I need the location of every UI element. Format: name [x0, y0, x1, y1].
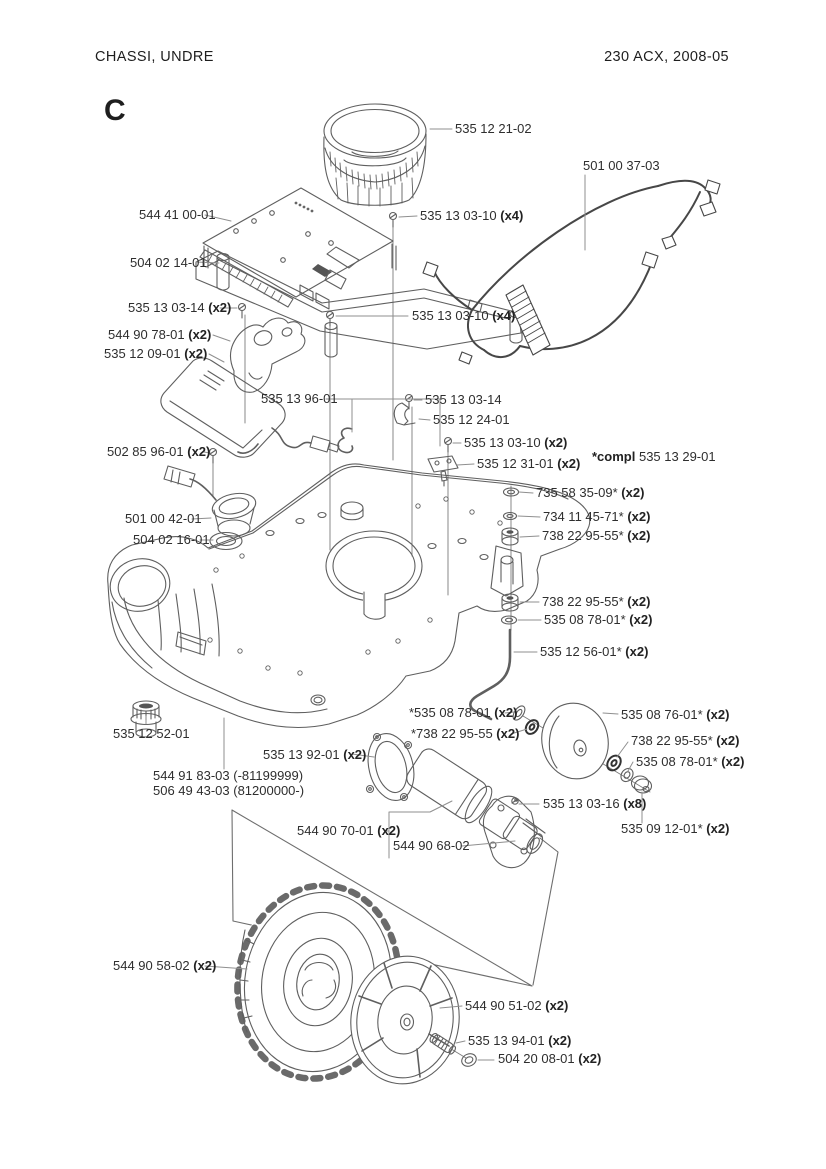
part-callout: 502 85 96-01 (x2) [107, 444, 211, 459]
part-callout: 544 90 68-02 [393, 838, 470, 853]
part-callout: 535 13 03-14 [425, 392, 502, 407]
part-callout: 535 13 03-10 (x2) [464, 435, 568, 450]
model-and-date: 230 ACX, 2008-05 [604, 49, 729, 65]
part-callout: 535 13 03-10 (x4) [412, 308, 516, 323]
part-callout: 535 08 78-01* (x2) [636, 754, 745, 769]
part-callout: 535 12 09-01 (x2) [104, 346, 208, 361]
part-callout: 535 13 03-16 (x8) [543, 796, 647, 811]
part-callout: 535 12 24-01 [433, 412, 510, 427]
part-callout: 535 13 92-01 (x2) [263, 747, 367, 762]
part-callout: 738 22 95-55* (x2) [631, 733, 740, 748]
part-callout: 544 90 70-01 (x2) [297, 823, 401, 838]
part-callout: 544 90 58-02 (x2) [113, 958, 217, 973]
part-callout: 544 41 00-01 [139, 207, 216, 222]
part-callout: 738 22 95-55* (x2) [542, 594, 651, 609]
part-callout: 535 12 31-01 (x2) [477, 456, 581, 471]
part-callout: 544 90 51-02 (x2) [465, 998, 569, 1013]
part-callout: *535 08 78-01 (x2) [409, 705, 518, 720]
part-callout: 504 02 14-01 [130, 255, 207, 270]
part-callout: 504 02 16-01 [133, 532, 210, 547]
part-callout: 501 00 37-03 [583, 158, 660, 173]
part-callout: 535 13 96-01 [261, 391, 338, 406]
part-callout: 535 12 52-01 [113, 726, 190, 741]
part-callout: 738 22 95-55* (x2) [542, 528, 651, 543]
part-callout: 504 20 08-01 (x2) [498, 1051, 602, 1066]
part-callout: 535 09 12-01* (x2) [621, 821, 730, 836]
part-callout: 501 00 42-01 [125, 511, 202, 526]
part-callout: 544 90 78-01 (x2) [108, 327, 212, 342]
part-callout: 544 91 83-03 (-81199999) [153, 768, 304, 783]
part-callout: 734 11 45-71* (x2) [543, 509, 651, 524]
section-letter: C [104, 94, 126, 127]
part-callout: 535 08 78-01* (x2) [544, 612, 653, 627]
part-callout: 535 13 03-10 (x4) [420, 208, 524, 223]
part-callout: *738 22 95-55 (x2) [411, 726, 520, 741]
part-callout: 535 13 03-14 (x2) [128, 300, 232, 315]
part-callout: 535 08 76-01* (x2) [621, 707, 730, 722]
part-callout: *compl 535 13 29-01 [592, 449, 716, 464]
part-callout: 506 49 43-03 (81200000-) [153, 783, 305, 798]
page-title: CHASSI, UNDRE [95, 49, 214, 65]
part-callout: 535 13 94-01 (x2) [468, 1033, 572, 1048]
part-callout: 535 12 21-02 [455, 121, 532, 136]
part-callout: 735 58 35-09* (x2) [536, 485, 645, 500]
part-callout: 535 12 56-01* (x2) [540, 644, 649, 659]
